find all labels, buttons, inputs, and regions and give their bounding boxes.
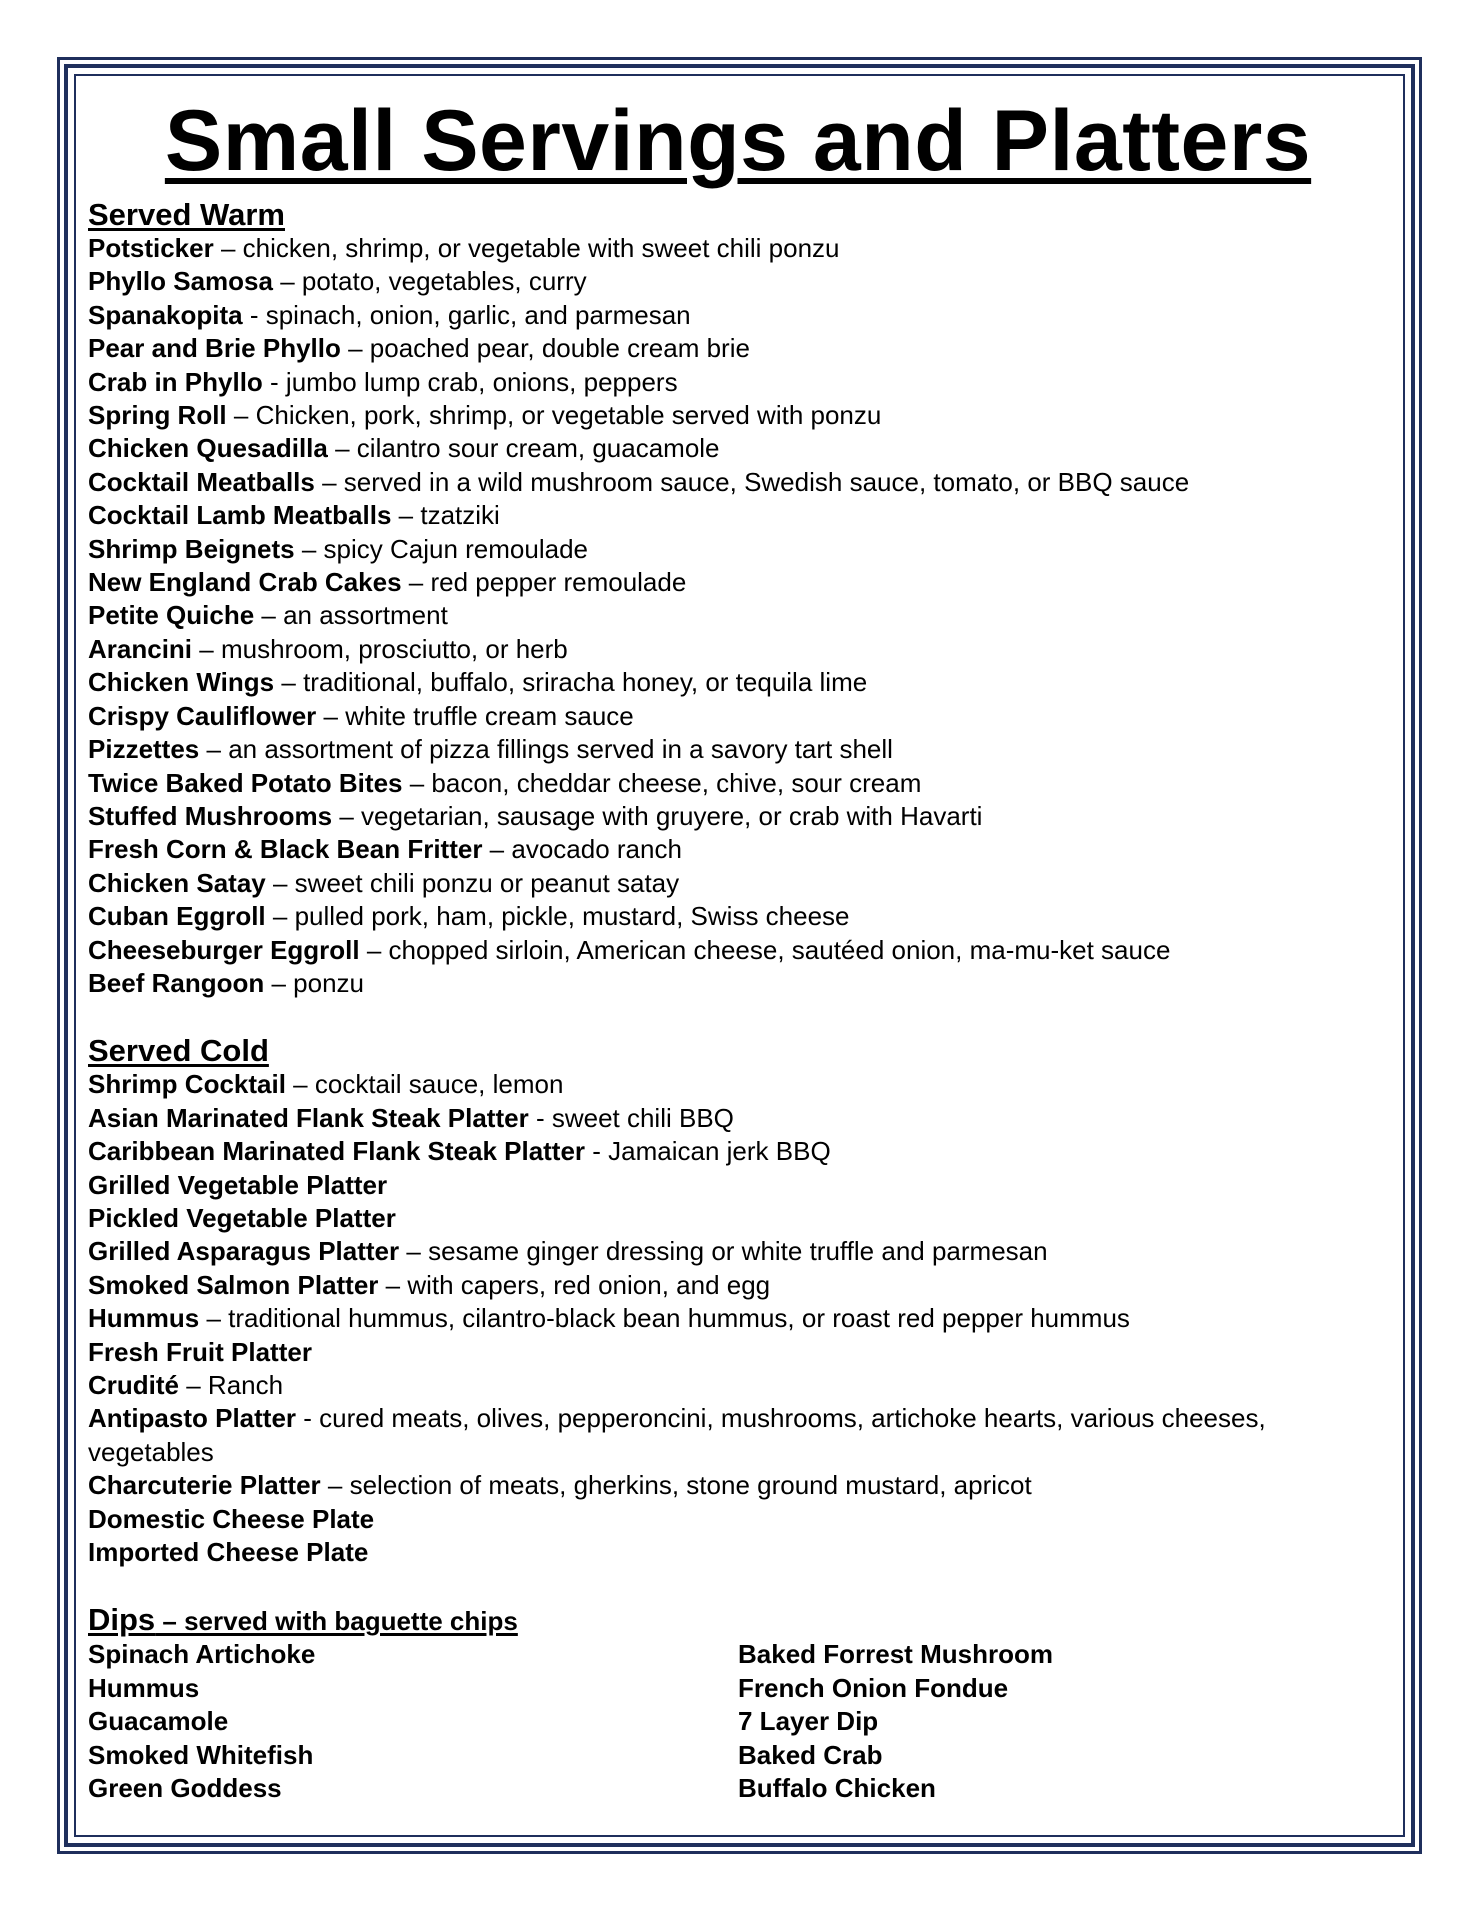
- menu-item: [88, 1135, 1388, 1168]
- menu-item-separator: –: [340, 333, 370, 364]
- menu-item-name: Chicken Wings: [88, 667, 275, 698]
- menu-item: [88, 1102, 1388, 1135]
- menu-item-separator: –: [254, 600, 284, 631]
- menu-item-name: New England Crab Cakes: [88, 567, 402, 598]
- menu-item: [88, 299, 1388, 332]
- menu-item-name: Crispy Cauliflower: [88, 700, 317, 731]
- page-title: Small Servings and Platters: [164, 93, 1312, 189]
- menu-item-description: chopped sirloin, American cheese, sautéed onion, ma-mu-ket sauce: [388, 934, 1171, 965]
- menu-item-separator: –: [265, 867, 295, 898]
- menu-item-name: Stuffed Mushrooms: [88, 800, 333, 831]
- menu-item: [88, 1402, 1348, 1469]
- menu-item: [88, 1369, 1388, 1402]
- menu-item-description: cured meats, olives, pepperoncini, mushrooms, artichoke hearts, various cheeses, vegetables: [88, 1403, 1266, 1467]
- menu-item-description: jumbo lump crab, onions, peppers: [285, 366, 678, 397]
- menu-item: [88, 399, 1388, 432]
- menu-item-name: Cuban Eggroll: [88, 901, 266, 932]
- dips-subheading: – served with baguette chips: [155, 1606, 518, 1637]
- menu-item-name: Antipasto Platter: [88, 1403, 297, 1434]
- menu-item-separator: -: [296, 1403, 320, 1434]
- menu-item: [88, 466, 1388, 499]
- menu-item-name: Pickled Vegetable Platter: [88, 1202, 396, 1233]
- menu-item-description: with capers, red onion, and egg: [407, 1269, 771, 1300]
- menu-item: [88, 767, 1388, 800]
- menu-item-separator: –: [401, 567, 431, 598]
- menu-item-name: Beef Rangoon: [88, 967, 265, 998]
- section-heading-cold: Served Cold: [88, 1033, 269, 1069]
- dip-item: Buffalo Chicken: [738, 1773, 936, 1804]
- menu-item-description: spicy Cajun remoulade: [323, 533, 588, 564]
- menu-item-separator: –: [272, 266, 302, 297]
- menu-item-name: Spanakopita: [88, 299, 243, 330]
- menu-item-name: Crudité: [88, 1370, 179, 1400]
- menu-item-separator: –: [265, 901, 295, 932]
- menu-item: [88, 599, 1388, 632]
- menu-item-name: Cocktail Lamb Meatballs: [88, 500, 392, 531]
- menu-item-separator: –: [402, 767, 432, 798]
- menu-item-description: an assortment: [283, 600, 448, 631]
- menu-item-description: served in a wild mushroom sauce, Swedish sauce, tomato, or BBQ sauce: [343, 466, 1190, 497]
- dip-item: 7 Layer Dip: [738, 1706, 879, 1737]
- dip-item: Hummus: [88, 1672, 200, 1703]
- menu-item-name: Potsticker: [88, 233, 214, 263]
- menu-item-name: Shrimp Cocktail: [88, 1069, 286, 1100]
- menu-item-description: red pepper remoulade: [430, 567, 687, 598]
- menu-item-separator: -: [585, 1136, 609, 1167]
- menu-item-name: Chicken Quesadilla: [88, 433, 328, 464]
- menu-item-name: Fresh Corn & Black Bean Fritter: [88, 834, 483, 865]
- menu-item-separator: –: [264, 967, 294, 998]
- menu-item: [88, 1503, 1388, 1536]
- menu-item: [88, 566, 1388, 599]
- menu-item-description: cilantro sour cream, guacamole: [356, 433, 720, 464]
- menu-item-name: Fresh Fruit Platter: [88, 1336, 312, 1367]
- menu-item-description: poached pear, double cream brie: [369, 333, 750, 364]
- menu-item-description: Chicken, pork, shrimp, or vegetable served with ponzu: [255, 400, 882, 431]
- menu-item-description: chicken, shrimp, or vegetable with sweet chili ponzu: [242, 233, 840, 263]
- menu-item-description: an assortment of pizza fillings served in a savory tart shell: [228, 734, 893, 765]
- menu-item-separator: –: [192, 633, 221, 664]
- menu-item-description: sesame ginger dressing or white truffle and parmesan: [428, 1236, 1048, 1267]
- menu-item: [88, 700, 1388, 733]
- menu-item-description: sweet chili BBQ: [551, 1102, 734, 1133]
- menu-item-separator: –: [274, 667, 304, 698]
- menu-item: [88, 833, 1388, 866]
- menu-item-separator: –: [399, 1236, 429, 1267]
- menu-item-separator: –: [226, 400, 256, 431]
- menu-item-name: Charcuterie Platter: [88, 1470, 321, 1501]
- dip-item: Baked Crab: [738, 1739, 883, 1770]
- menu-item: [88, 1336, 1388, 1369]
- menu-item-separator: –: [179, 1370, 208, 1400]
- menu-item-separator: –: [320, 1470, 350, 1501]
- menu-item-description: vegetarian, sausage with gruyere, or crab with Havarti: [361, 800, 983, 831]
- menu-item: [88, 1302, 1388, 1335]
- menu-item-description: spinach, onion, garlic, and parmesan: [265, 299, 691, 330]
- dips-right-column: [738, 1638, 1388, 1805]
- menu-item: [88, 265, 1388, 298]
- menu-item: [88, 1536, 1388, 1569]
- cold-items-list: [88, 1068, 1388, 1569]
- menu-item: [88, 967, 1388, 1000]
- menu-item-name: Shrimp Beignets: [88, 533, 295, 564]
- dip-item: Green Goddess: [88, 1773, 282, 1804]
- menu-item-description: sweet chili ponzu or peanut satay: [294, 867, 680, 898]
- menu-item-separator: –: [482, 834, 512, 865]
- menu-item-name: Smoked Salmon Platter: [88, 1269, 379, 1300]
- menu-item-name: Chicken Satay: [88, 867, 266, 898]
- menu-item-description: tzatziki: [420, 500, 500, 531]
- menu-item: [88, 633, 1388, 666]
- dip-item: Guacamole: [88, 1706, 229, 1737]
- menu-item-name: Imported Cheese Plate: [88, 1537, 369, 1568]
- menu-item-name: Twice Baked Potato Bites: [88, 767, 403, 798]
- menu-item: [88, 533, 1388, 566]
- menu-item-separator: -: [528, 1102, 552, 1133]
- menu-item-description: avocado ranch: [511, 834, 682, 865]
- menu-item-description: white truffle cream sauce: [345, 700, 634, 731]
- menu-item-description: traditional hummus, cilantro-black bean hummus, or roast red pepper hummus: [228, 1303, 1130, 1334]
- menu-item-separator: –: [391, 500, 421, 531]
- dips-left-column: [88, 1638, 738, 1805]
- menu-item-separator: –: [199, 734, 229, 765]
- menu-item: [88, 800, 1388, 833]
- menu-item-description: traditional, buffalo, sriracha honey, or tequila lime: [303, 667, 868, 698]
- menu-item-description: cocktail sauce, lemon: [314, 1069, 564, 1100]
- menu-item-separator: –: [294, 533, 324, 564]
- menu-content: [88, 92, 1388, 1805]
- menu-item-separator: -: [262, 366, 286, 397]
- menu-item-separator: –: [316, 700, 346, 731]
- section-heading-warm: Served Warm: [88, 197, 285, 232]
- menu-item: [88, 867, 1388, 900]
- menu-item-description: Jamaican jerk BBQ: [608, 1136, 831, 1167]
- menu-item: [88, 1469, 1388, 1502]
- menu-item-description: potato, vegetables, curry: [301, 266, 587, 297]
- section-heading-dips: [88, 1603, 1388, 1638]
- menu-item-description: Ranch: [207, 1370, 284, 1400]
- dip-item: Smoked Whitefish: [88, 1739, 314, 1770]
- menu-item: [88, 1269, 1388, 1302]
- menu-item-separator: –: [199, 1303, 229, 1334]
- menu-item: [88, 1235, 1388, 1268]
- menu-item-separator: –: [378, 1269, 408, 1300]
- menu-item-name: Pizzettes: [88, 734, 200, 765]
- menu-item: [88, 934, 1388, 967]
- dip-item: Spinach Artichoke: [88, 1639, 316, 1670]
- menu-item-name: Caribbean Marinated Flank Steak Platter: [88, 1136, 586, 1167]
- menu-item-separator: –: [327, 433, 357, 464]
- menu-item-separator: –: [359, 934, 389, 965]
- menu-item-name: Cheeseburger Eggroll: [88, 934, 360, 965]
- menu-item: [88, 1068, 1388, 1101]
- menu-item-description: selection of meats, gherkins, stone ground mustard, apricot: [349, 1470, 1032, 1501]
- menu-item-separator: –: [314, 466, 344, 497]
- menu-item-description: mushroom, prosciutto, or herb: [220, 633, 568, 664]
- menu-item-name: Spring Roll: [88, 400, 227, 431]
- menu-item-name: Grilled Asparagus Platter: [88, 1236, 400, 1267]
- menu-item: [88, 232, 1388, 265]
- menu-item-description: ponzu: [293, 967, 364, 998]
- menu-item-separator: –: [285, 1069, 315, 1100]
- dip-item: Baked Forrest Mushroom: [738, 1639, 1053, 1670]
- menu-item-separator: –: [213, 233, 243, 263]
- menu-item: [88, 499, 1388, 532]
- menu-item-name: Grilled Vegetable Platter: [88, 1169, 388, 1200]
- menu-item: [88, 366, 1388, 399]
- menu-item: [88, 1202, 1388, 1235]
- menu-item-name: Domestic Cheese Plate: [88, 1503, 375, 1534]
- menu-item: [88, 432, 1388, 465]
- dips-heading-label: Dips: [88, 1602, 156, 1638]
- menu-item-name: Cocktail Meatballs: [88, 466, 315, 497]
- menu-item-name: Crab in Phyllo: [88, 366, 263, 397]
- menu-item-name: Hummus: [88, 1303, 200, 1334]
- warm-items-list: [88, 232, 1388, 1000]
- menu-item-name: Phyllo Samosa: [88, 266, 273, 297]
- menu-item-name: Asian Marinated Flank Steak Platter: [88, 1102, 529, 1133]
- menu-item: [88, 332, 1388, 365]
- menu-item-separator: -: [242, 299, 266, 330]
- menu-item-name: Petite Quiche: [88, 600, 255, 631]
- menu-item: [88, 1169, 1388, 1202]
- dip-item: French Onion Fondue: [738, 1672, 1009, 1703]
- menu-item: [88, 900, 1388, 933]
- menu-item: [88, 733, 1388, 766]
- menu-item-description: pulled pork, ham, pickle, mustard, Swiss cheese: [294, 901, 850, 932]
- menu-item-description: bacon, cheddar cheese, chive, sour cream: [431, 767, 922, 798]
- menu-item: [88, 666, 1388, 699]
- menu-item-name: Arancini: [88, 633, 193, 664]
- dips-columns: [88, 1638, 1388, 1805]
- menu-item-name: Pear and Brie Phyllo: [88, 333, 341, 364]
- menu-item-separator: –: [332, 800, 362, 831]
